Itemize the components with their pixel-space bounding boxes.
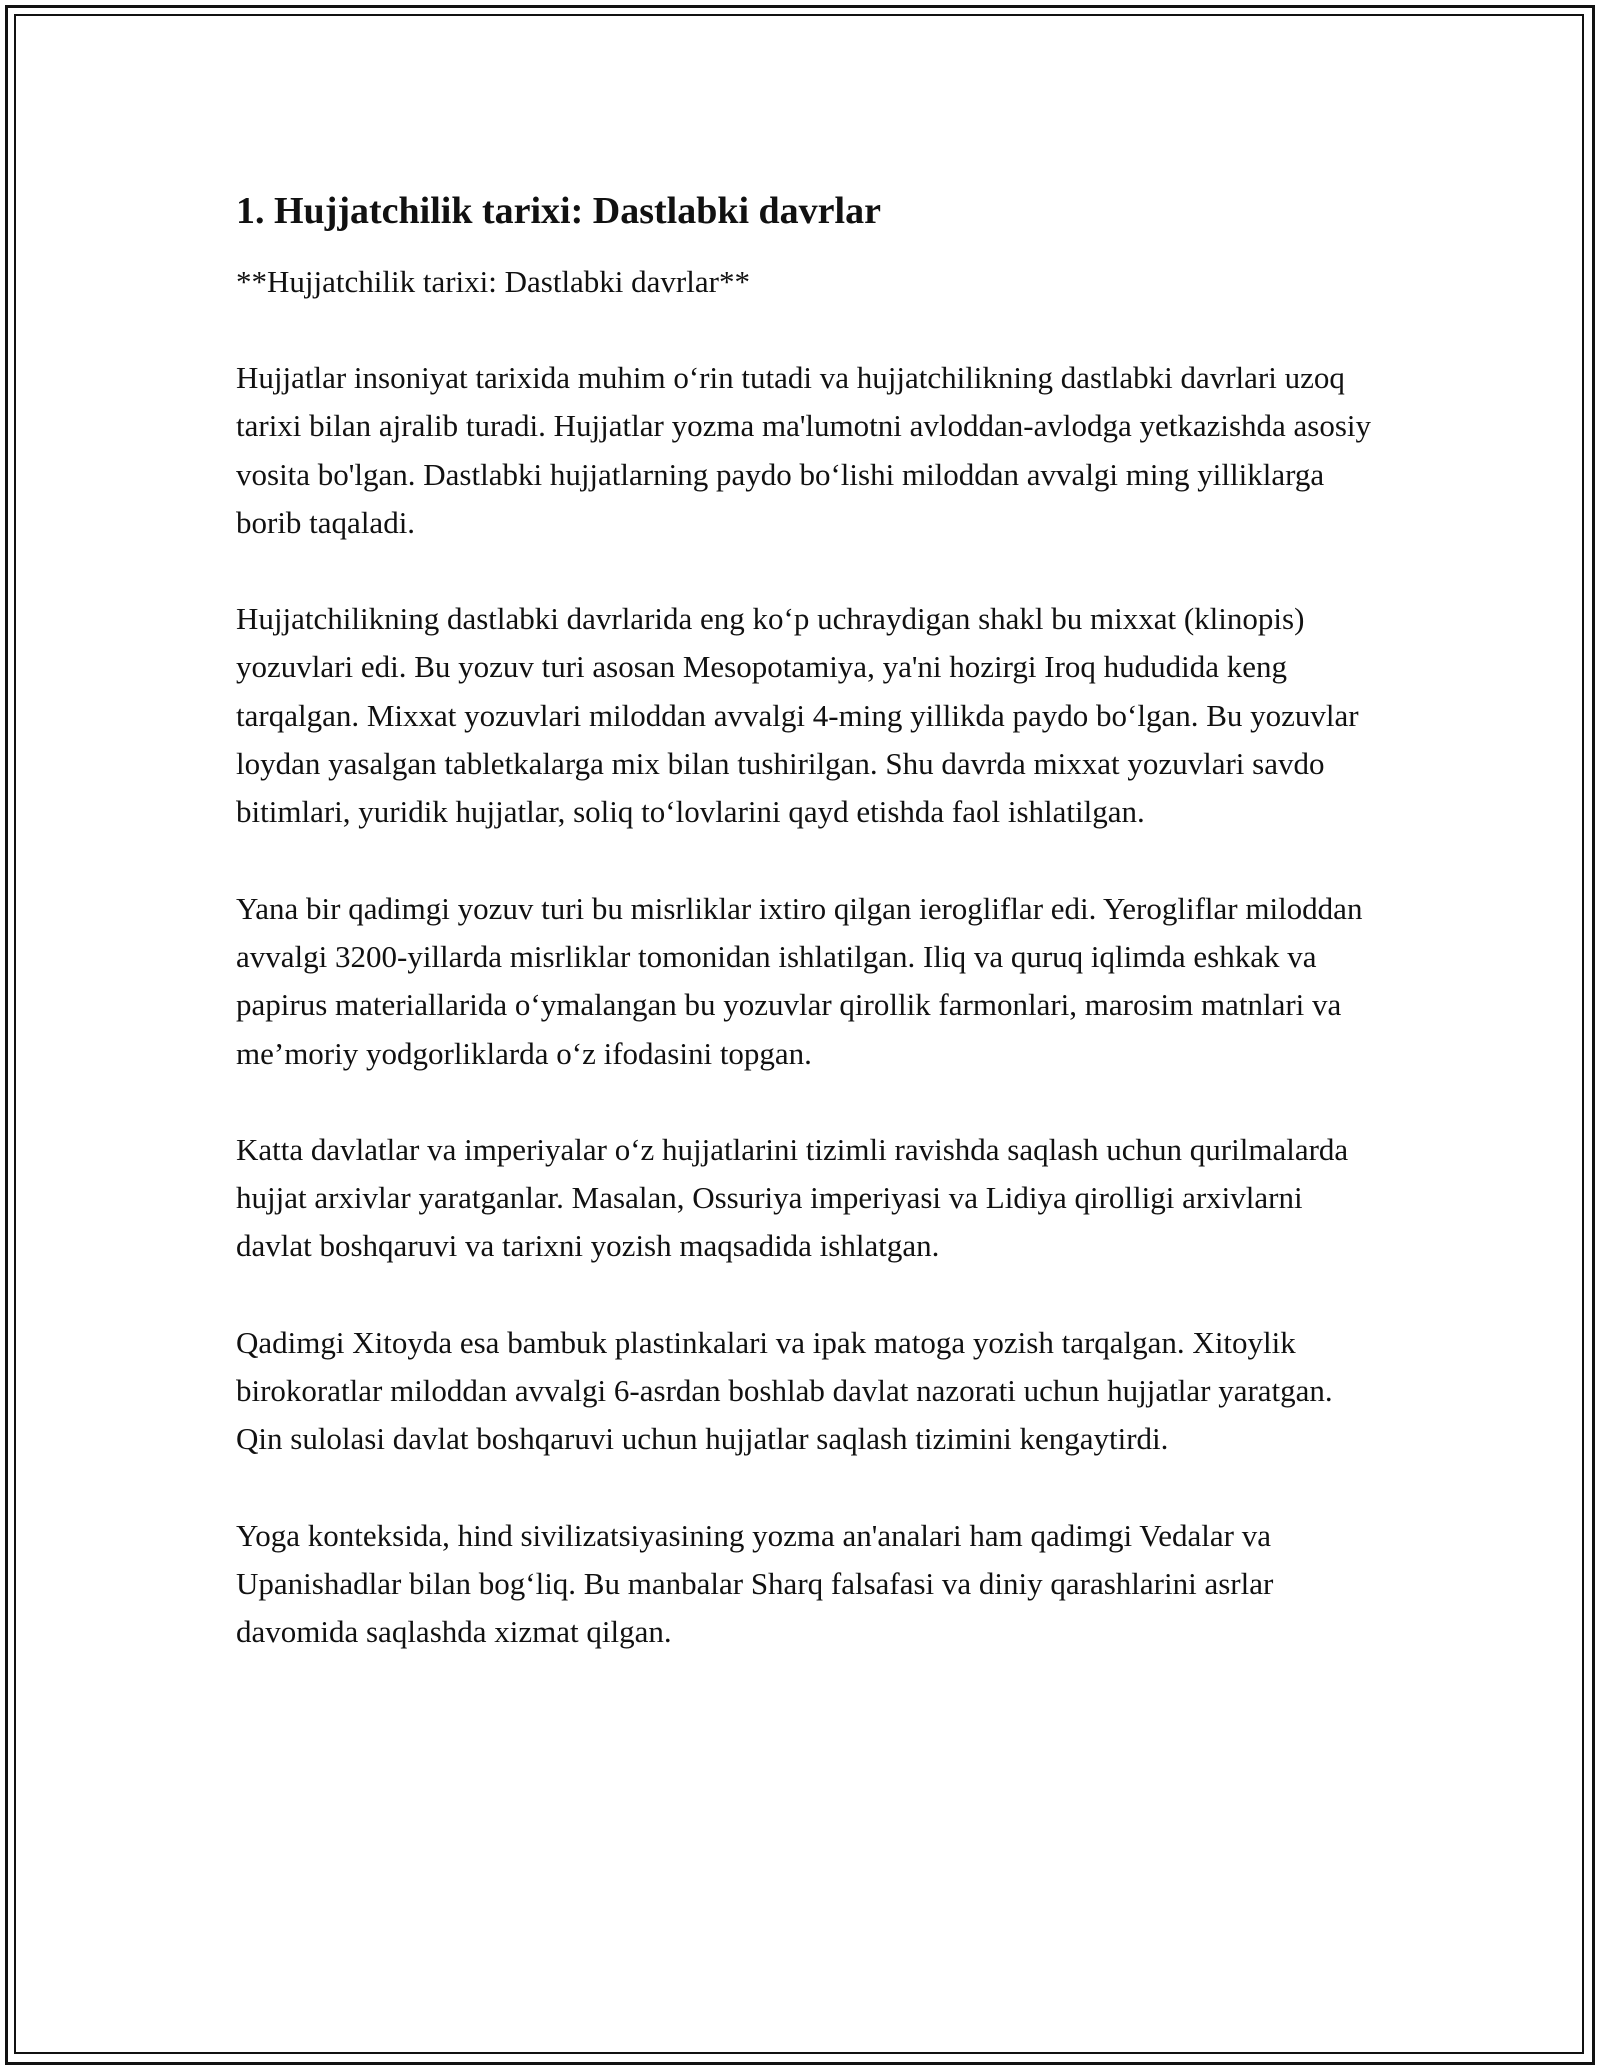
paragraph-2: Hujjatchilikning dastlabki davrlarida eng ko‘p uchraydigan shakl bu mixxat (klinopis) yozuvlari edi. Bu yozuv turi asosan Mesopotamiya, ya'ni hozirgi Iroq hududida keng tarqalgan. Mixxat yozuvlari miloddan avvalgi 4-ming yillikda paydo bo‘lgan. Bu yozuvlar loydan yasalgan tabletkalarga mix bilan tushirilgan. Shu davrda mixxat yozuvlari savdo bitimlari, yuridik hujjatlar, soliq to‘lovlarini qayd etishda faol ishlatilgan. bbox=[236, 601, 1359, 830]
paragraph-1: Hujjatlar insoniyat tarixida muhim o‘rin tutadi va hujjatchilikning dastlabki davrlari uzoq tarixi bilan ajralib turadi. Hujjatlar yozma ma'lumotni avloddan-avlodga yetkazishda asosiy vosita bo'lgan. Dastlabki hujjatlarning paydo bo‘lishi miloddan avvalgi ming yilliklarga borib taqaladi. bbox=[236, 360, 1372, 540]
document-subtitle: **Hujjatchilik tarixi: Dastlabki davrlar** bbox=[236, 264, 750, 299]
paragraph-4: Katta davlatlar va imperiyalar o‘z hujjatlarini tizimli ravishda saqlash uchun qurilmalarda hujjat arxivlar yaratganlar. Masalan, Ossuriya imperiyasi va Lidiya qirolligi arxivlarni davlat boshqaruvi va tarixni yozish maqsadida ishlatgan. bbox=[236, 1131, 1349, 1264]
paragraph-6: Yoga konteksida, hind sivilizatsiyasining yozma an'analari ham qadimgi Vedalar va Upanishadlar bilan bog‘liq. Bu manbalar Sharq falsafasi va diniy qarashlarini asrlar davomida saqlashda xizmat qilgan. bbox=[236, 1517, 1274, 1650]
paragraph-5: Qadimgi Xitoyda esa bambuk plastinkalari va ipak matoga yozish tarqalgan. Xitoylik birokoratlar miloddan avvalgi 6-asrdan boshlab davlat nazorati uchun hujjatlar yaratgan. Qin sulolasi davlat boshqaruvi uchun hujjatlar saqlash tizimini kengaytirdi. bbox=[236, 1324, 1333, 1457]
paragraph-3: Yana bir qadimgi yozuv turi bu misrliklar ixtiro qilgan ierogliflar edi. Yerogliflar miloddan avvalgi 3200-yillarda misrliklar tomonidan ishlatilgan. Iliq va quruq iqlimda eshkak va papirus materiallarida o‘ymalangan bu yozuvlar qirollik farmonlari, marosim matnlari va me’moriy yodgorliklarda o‘z ifodasini topgan. bbox=[236, 890, 1363, 1071]
document-body bbox=[236, 186, 1376, 1657]
page-title: 1. Hujjatchilik tarixi: Dastlabki davrlar bbox=[236, 190, 881, 232]
